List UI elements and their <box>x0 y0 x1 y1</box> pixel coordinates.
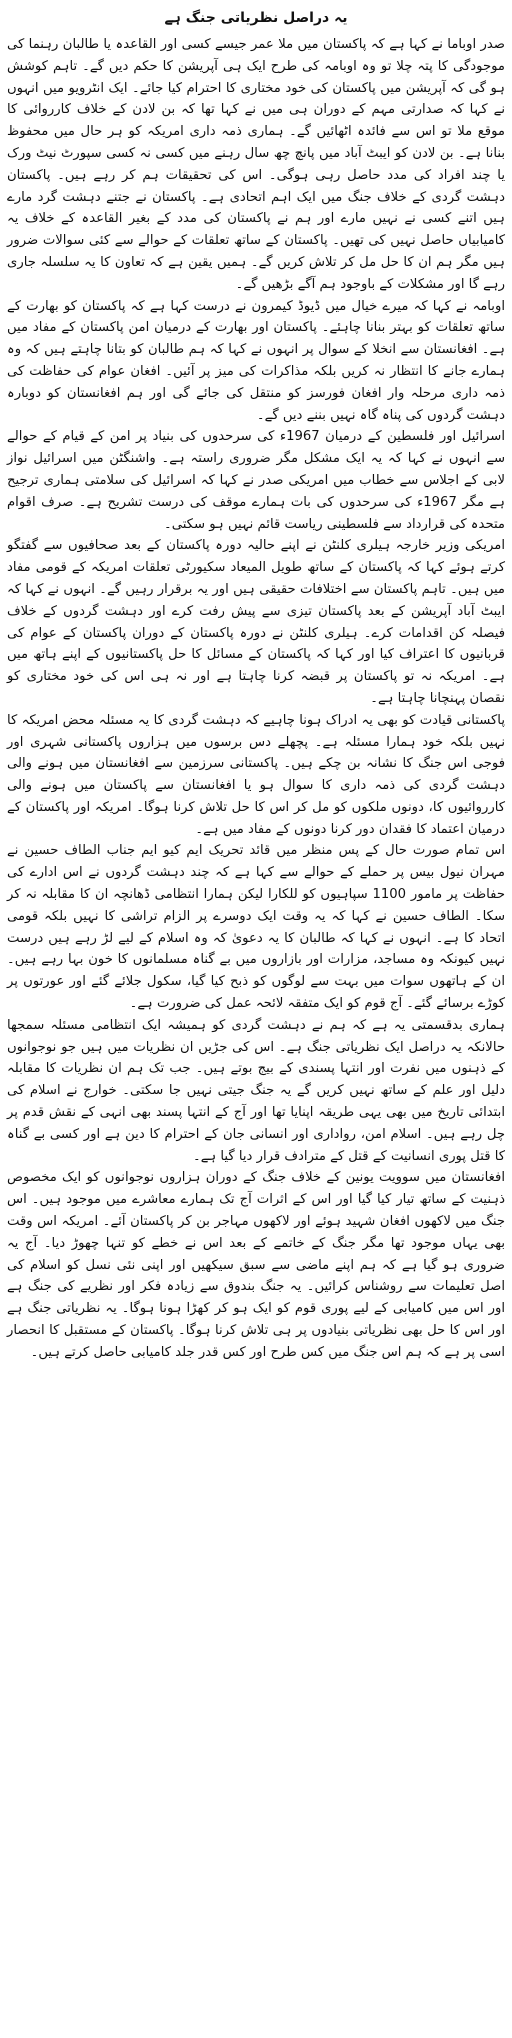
article-paragraph-2: اوبامہ نے کہا کہ میرے خیال میں ڈیوڈ کیمرون نے درست کہا ہے کہ پاکستان کو بھارت کے ساتھ تعلقات کو بہتر بنانا چاہئے۔ پاکستان اور بھارت کے درمیان امن پاکستان کے مفاد میں ہے۔ افغانستان سے انخلا کے سوال پر انہوں نے کہا کہ ہم طالبان کو بتانا چاہتے ہیں کہ وہ ہمارے جانے کا انتظار نہ کریں بلکہ مذاکرات کی میز پر آئیں۔ افغان عوام کی حفاظت کی ذمہ داری مرحلہ وار افغان فورسز کو منتقل کی جائے گی اور ہم افغانستان کو دوبارہ دہشت گردوں کی پناہ گاہ نہیں بننے دیں گے۔ <box>7 298 505 423</box>
article-paragraph-8: افغانستان میں سوویت یونین کے خلاف جنگ کے دوران ہزاروں نوجوانوں کو ایک مخصوص ذہنیت کے ساتھ تیار کیا گیا اور اس کے اثرات آج تک ہمارے معاشرے میں موجود ہیں۔ اس جنگ میں لاکھوں افغان شہید ہوئے اور لاکھوں مہاجر بن کر پاکستان آئے۔ امریکہ اس وقت بھی یہاں موجود تھا مگر جنگ کے خاتمے کے بعد اس نے خطے کو تنہا چھوڑ دیا۔ آج یہ ضروری ہو گیا ہے کہ ہم اپنے ماضی سے سبق سیکھیں اور اپنی نئی نسل کو اسلام کی اصل تعلیمات سے روشناس کرائیں۔ یہ جنگ بندوق سے زیادہ فکر اور نظریے کی جنگ ہے اور اس میں کامیابی کے لیے پوری قوم کو ایک ہو کر کھڑا ہونا ہوگا۔ یہ نظریاتی جنگ ہے اور اس کا حل بھی نظریاتی بنیادوں پر ہی تلاش کرنا ہوگا۔ پاکستان کے مستقبل کا انحصار اسی پر ہے کہ ہم اس جنگ میں کس طرح اور کس قدر جلد کامیابی حاصل کرتے ہیں۔ <box>7 1170 505 1360</box>
article-body <box>7 34 505 1364</box>
article-paragraph-7: ہماری بدقسمتی یہ ہے کہ ہم نے دہشت گردی کو ہمیشہ ایک انتظامی مسئلہ سمجھا حالانکہ یہ دراصل ایک نظریاتی جنگ ہے۔ اس کی جڑیں ان نظریات میں ہیں جو نوجوانوں کے ذہنوں میں نفرت اور انتہا پسندی کے بیج بوتے ہیں۔ جب تک ہم ان نظریات کا مقابلہ دلیل اور علم کے ساتھ نہیں کریں گے یہ جنگ جیتی نہیں جا سکتی۔ خوارج نے اسلام کی ابتدائی تاریخ میں بھی یہی طریقہ اپنایا تھا اور آج کے انتہا پسند بھی انہی کے نقش قدم پر چل رہے ہیں۔ اسلام امن، رواداری اور انسانی جان کے احترام کا دین ہے اور کسی بے گناہ کا قتل پوری انسانیت کے قتل کے مترادف قرار دیا گیا ہے۔ <box>7 1017 505 1164</box>
article-paragraph-4: امریکی وزیر خارجہ ہیلری کلنٹن نے اپنے حالیہ دورہ پاکستان کے بعد صحافیوں سے گفتگو کرتے ہوئے کہا کہ پاکستان کے ساتھ طویل المیعاد سکیورٹی تعلقات امریکہ کے قومی مفاد میں ہیں۔ تاہم پاکستان سے اختلافات حقیقی ہیں اور یہ برقرار رہیں گے۔ انہوں نے کہا کہ ایبٹ آباد آپریشن کے بعد پاکستان تیزی سے پیش رفت کرے اور دہشت گردوں کے خلاف فیصلہ کن اقدامات کرے۔ ہیلری کلنٹن نے دورہ پاکستان کے دوران پاکستان کے عوام کی قربانیوں کا اعتراف کیا اور کہا کہ پاکستان کے مسائل کا حل پاکستانیوں کے اپنے ہاتھ میں ہے۔ امریکہ نہ تو پاکستان پر قبضہ کرنا چاہتا ہے اور نہ ہی اس کی خود مختاری کو نقصان پہنچانا چاہتا ہے۔ <box>7 538 505 706</box>
article-paragraph-3: اسرائیل اور فلسطین کے درمیان 1967ء کی سرحدوں کی بنیاد پر امن کے قیام کے حوالے سے انہوں نے کہا کہ یہ ایک مشکل مگر ضروری راستہ ہے۔ واشنگٹن میں اسرائیل نواز لابی کے اجلاس سے خطاب میں امریکی صدر نے کہا کہ اسرائیل کی سلامتی ہماری ترجیح ہے مگر 1967ء کی سرحدوں کی بات ہمارے موقف کی درست تشریح ہے۔ صرف اقوام متحدہ کی قرارداد سے فلسطینی ریاست قائم نہیں ہو سکتی۔ <box>7 429 505 532</box>
article-paragraph-6: اس تمام صورت حال کے پس منظر میں قائد تحریک ایم کیو ایم جناب الطاف حسین نے مہران نیول بیس پر حملے کے حوالے سے کہا ہے کہ چند دہشت گردوں نے اس ادارے کی حفاظت پر مامور 1100 سپاہیوں کو للکارا لیکن ہمارا انتظامی ڈھانچہ ان کا مقابلہ نہ کر سکا۔ الطاف حسین نے کہا کہ یہ وقت ایک دوسرے پر الزام تراشی کا نہیں بلکہ قومی اتحاد کا ہے۔ انہوں نے کہا کہ طالبان کا یہ دعویٰ کہ وہ اسلام کے لیے لڑ رہے ہیں درست نہیں کیونکہ وہ مساجد، مزارات اور بازاروں میں بے گناہ مسلمانوں کا خون بہا رہے ہیں۔ ان کے ہاتھوں سوات میں بہت سے لوگوں کو ذبح کیا گیا، سکول جلائے گئے اور عورتوں پر کوڑے برسائے گئے۔ آج قوم کو ایک متفقہ لائحہ عمل کی ضرورت ہے۔ <box>7 843 505 1012</box>
article-headline: یہ دراصل نظریاتی جنگ ہے <box>164 10 348 26</box>
article-paragraph-1: صدر اوباما نے کہا ہے کہ پاکستان میں ملا عمر جیسے کسی اور القاعدہ یا طالبان رہنما کی موجودگی کا پتہ چلا تو وہ اوبامہ کی طرح ایک ہی آپریشن کا حکم دیں گے۔ تاہم کوشش ہو گی کہ آپریشن میں پاکستان کی خود مختاری کا احترام کیا جائے۔ ایک انٹرویو میں انہوں نے کہا کہ صدارتی مہم کے دوران ہی میں نے کہا تھا کہ بن لادن کے خلاف کارروائی کا موقع ملا تو اس سے فائدہ اٹھائیں گے۔ ہماری ذمہ داری امریکہ کو ہر حال میں محفوظ بنانا ہے۔ بن لادن کو ایبٹ آباد میں پانچ چھ سال رہنے میں کسی نہ کسی سپورٹ نیٹ ورک یا چند افراد کی مدد حاصل رہی ہوگی۔ اس کی تحقیقات ہم کر رہے ہیں۔ پاکستان دہشت گردی کے خلاف جنگ میں ایک اہم اتحادی ہے۔ پاکستان نے جتنے دہشت گرد مارے ہیں اتنے کسی نے نہیں مارے اور ہم نے پاکستان کی مدد کے بغیر القاعدہ کے خلاف یہ کامیابیاں حاصل نہیں کی تھیں۔ پاکستان کے ساتھ تعلقات کے حوالے سے کئی سوالات ضرور ہیں مگر ہم ان کا حل مل کر تلاش کریں گے۔ ہمیں یقین ہے کہ تعاون کا یہ سلسلہ جاری رہے گا اور مشکلات کے باوجود ہم آگے بڑھیں گے۔ <box>7 37 505 292</box>
article-paragraph-5: پاکستانی قیادت کو بھی یہ ادراک ہونا چاہیے کہ دہشت گردی کا یہ مسئلہ محض امریکہ کا نہیں بلکہ خود ہمارا مسئلہ ہے۔ پچھلے دس برسوں میں ہزاروں پاکستانی شہری اور فوجی اس جنگ کا نشانہ بن چکے ہیں۔ پاکستانی سرزمین سے افغانستان میں ہونے والی دہشت گردی کی ذمہ داری کا سوال ہو یا افغانستان سے پاکستان میں ہونے والی کارروائیوں کا، دونوں ملکوں کو مل کر اس کا حل تلاش کرنا ہوگا۔ امریکہ اور پاکستان کے درمیان اعتماد کا فقدان دور کرنا دونوں کے مفاد میں ہے۔ <box>7 712 505 837</box>
